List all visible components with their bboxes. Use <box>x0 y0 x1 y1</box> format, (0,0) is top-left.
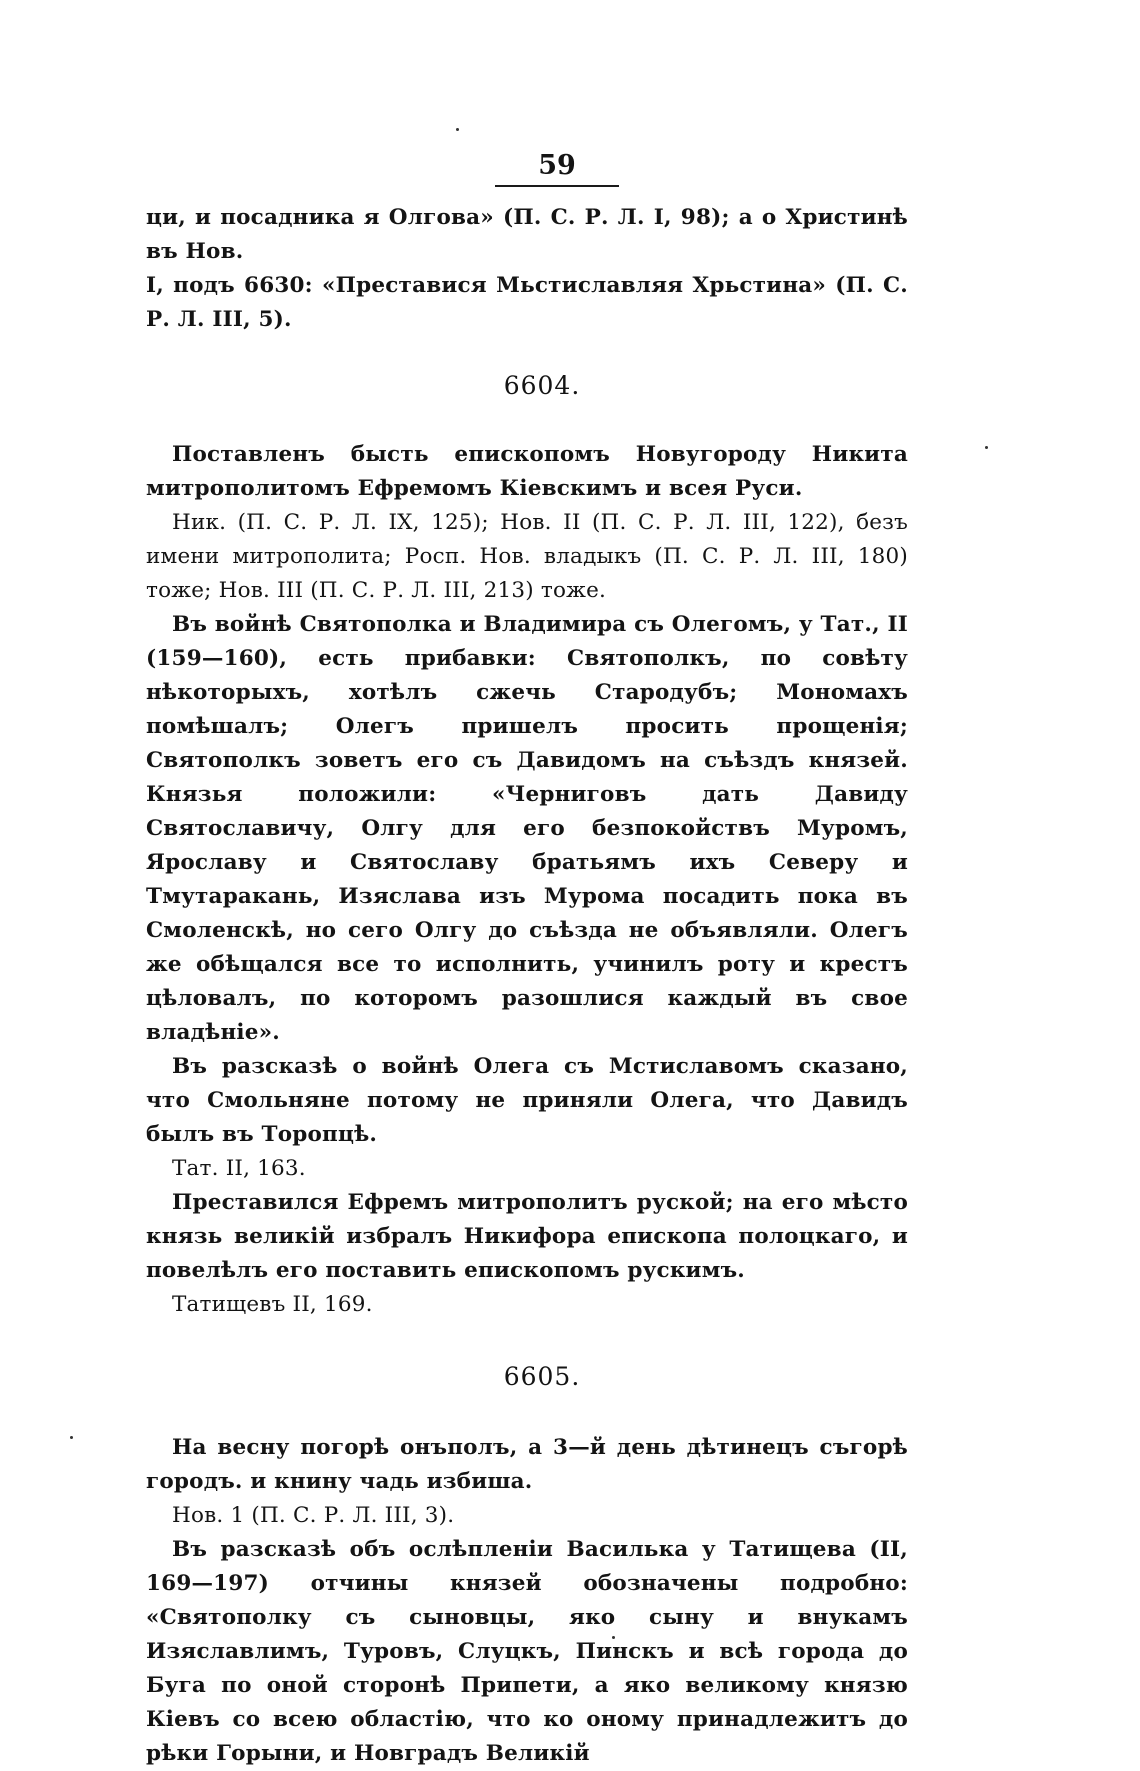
continued-line-1: ци, и посадника я Олгова» (П. С. Р. Л. I, 98); а о Христинѣ въ Нов. <box>146 205 908 264</box>
scan-speck <box>70 1436 73 1439</box>
entry-6605-2: Въ разсказѣ объ ослѣпленіи Василька у Татищева (II, 169—197) отчины князей обозначены подробно: «Святополку съ сыновцы, яко сыну и внукамъ Изяславлимъ, Туровъ, Слуцкъ, Пинскъ и всѣ города до Буга по оной сторонѣ Припети, а яко великому князю Кіевъ со всею областію, что ко оному принадлежитъ до рѣки Горыни, и Новградъ Великій <box>146 1537 908 1766</box>
reference-6605-1: Нов. 1 (П. С. Р. Л. III, 3). <box>172 1503 455 1528</box>
page-number: 59 <box>538 150 576 181</box>
entry-6604-4: Преставился Ефремъ митрополитъ руской; на его мѣсто князь великій избралъ Никифора епископа полоцкаго, и повелѣлъ его поставить епископомъ рускимъ. <box>146 1190 908 1283</box>
scan-speck <box>612 1636 615 1639</box>
year-heading-6604: 6604. <box>503 371 581 400</box>
year-heading-6605: 6605. <box>503 1362 581 1391</box>
scan-speck <box>456 128 459 131</box>
scan-speck <box>985 446 988 449</box>
reference-6604-3: Тат. II, 163. <box>172 1156 306 1181</box>
page-number-rule <box>495 185 619 187</box>
entry-6604-2: Въ войнѣ Святополка и Владимира съ Олегомъ, у Тат., II (159—160), есть прибавки: Святополкъ, по совѣту нѣкоторыхъ, хотѣлъ сжечь Стародубъ; Мономахъ помѣшалъ; Олегъ пришелъ просить прощенія; Святополкъ зоветъ его съ Давидомъ на съѣздъ князей. Князья положили: «Черниговъ дать Давиду Святославичу, Олгу для его безпокойствъ Муромъ, Ярославу и Святославу братьямъ ихъ Северу и Тмутаракань, Изяслава изъ Мурома посадить пока въ Смоленскѣ, но сего Олгу до съѣзда не объявляли. Олегъ же обѣщался все то исполнить, учинилъ роту и крестъ цѣловалъ, по которомъ разошлися каждый въ свое владѣніе». <box>146 612 908 1045</box>
reference-6604-1: Ник. (П. С. Р. Л. IX, 125); Нов. II (П. С. Р. Л. III, 122), безъ имени митрополита; Росп. Нов. владыкъ (П. С. Р. Л. III, 180) тоже; Нов. III (П. С. Р. Л. III, 213) тоже. <box>146 510 908 603</box>
entry-6604-1: Поставленъ бысть епископомъ Новугороду Никита митрополитомъ Ефремомъ Кіевскимъ и всея Руси. <box>146 442 908 501</box>
reference-6604-4: Татищевъ II, 169. <box>172 1292 373 1317</box>
document-page <box>146 150 908 1771</box>
entry-6605-1: На весну погорѣ онъполъ, а 3—й день дѣтинецъ съгорѣ городъ. и книну чадь избиша. <box>146 1435 908 1494</box>
entry-6604-3: Въ разсказѣ о войнѣ Олега съ Мстиславомъ сказано, что Смольняне потому не приняли Олега, что Давидъ былъ въ Торопцѣ. <box>146 1054 908 1147</box>
continued-line-2: I, подъ 6630: «Преставися Мьстиславляя Хрьстина» (П. С. Р. Л. III, 5). <box>146 273 908 332</box>
